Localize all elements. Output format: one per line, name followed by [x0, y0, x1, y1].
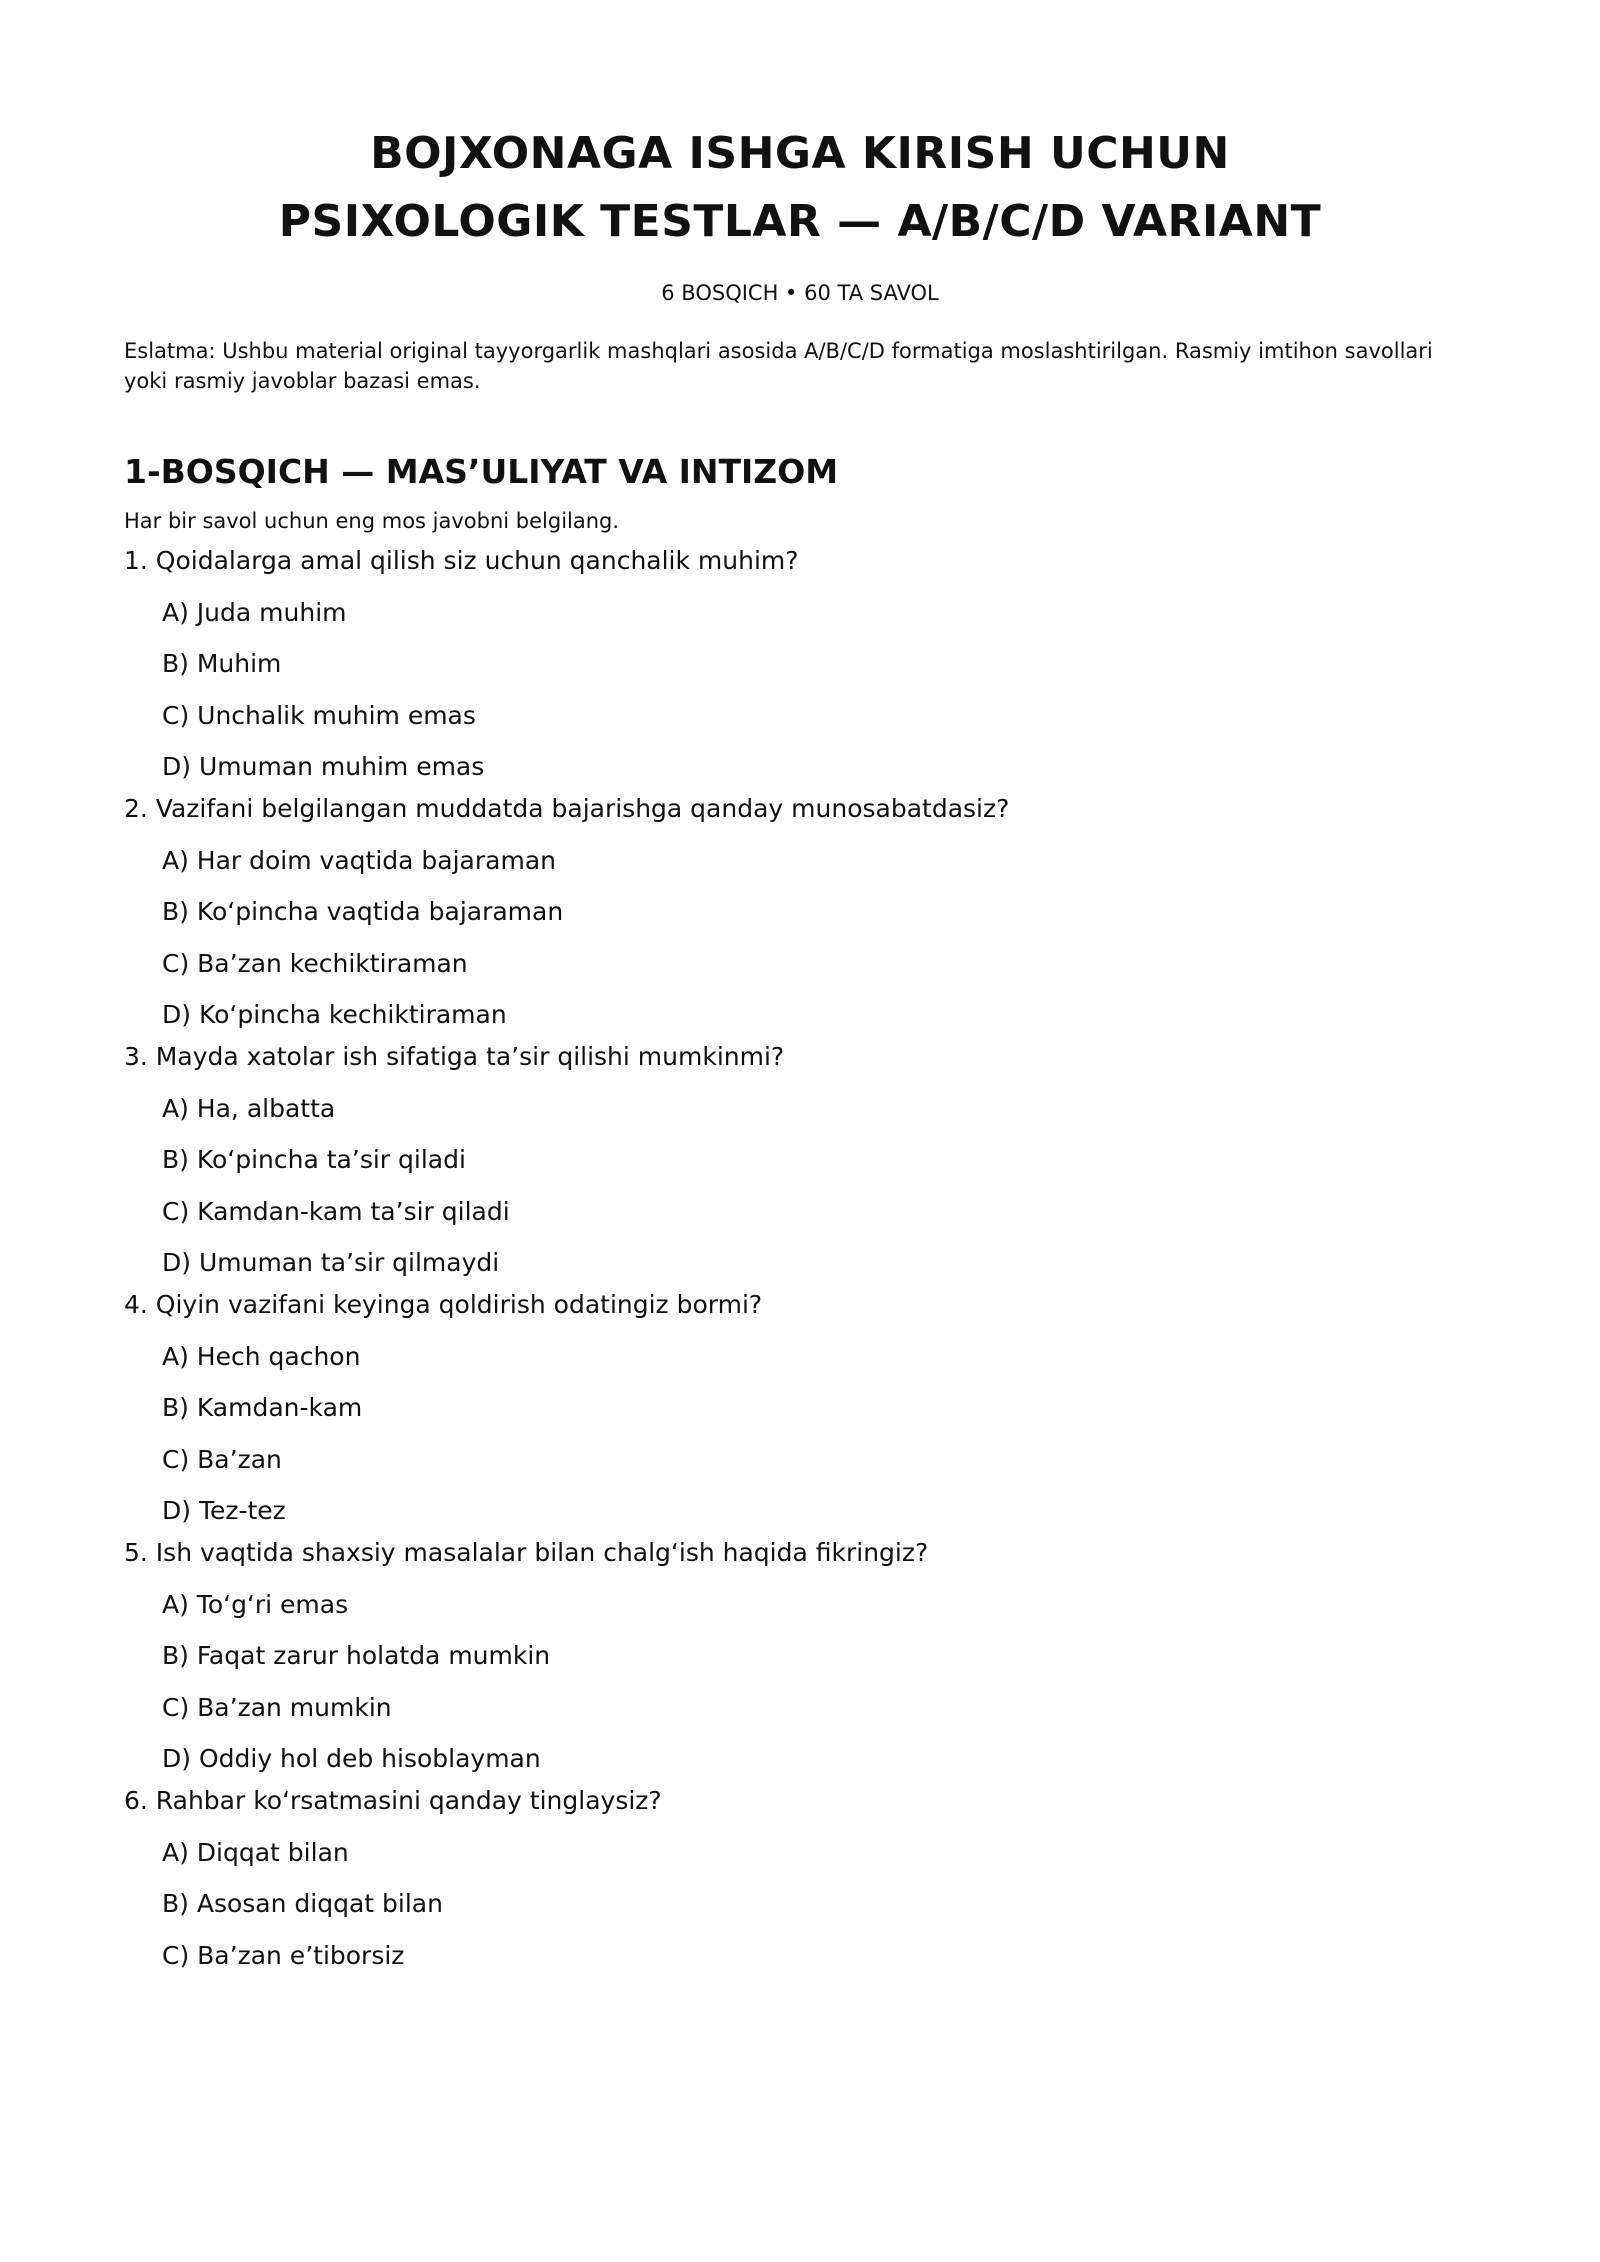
- answer-option: B) Faqat zarur holatda mumkin: [162, 1641, 551, 1670]
- question-text: 6. Rahbar ko‘rsatmasini qanday tinglaysiz?: [124, 1786, 662, 1815]
- answer-option: A) To‘g‘ri emas: [162, 1589, 349, 1619]
- answer-option: A) Juda muhim: [162, 597, 347, 627]
- answer-option: C) Ba’zan kechiktiraman: [162, 948, 468, 978]
- question-item: [124, 1537, 1476, 1775]
- answer-option: D) Tez-tez: [162, 1496, 286, 1525]
- question-item: [124, 1041, 1476, 1279]
- answer-option: B) Ko‘pincha vaqtida bajaraman: [162, 897, 564, 926]
- answer-option: A) Har doim vaqtida bajaraman: [162, 845, 556, 875]
- answer-option: C) Ba’zan: [162, 1444, 282, 1474]
- document-title-line-2: PSIXOLOGIK TESTLAR — A/B/C/D VARIANT: [278, 196, 1322, 247]
- answer-option: C) Ba’zan e’tiborsiz: [162, 1940, 405, 1970]
- question-text: 3. Mayda xatolar ish sifatiga ta’sir qilishi mumkinmi?: [124, 1042, 785, 1071]
- question-list: [124, 545, 1476, 1972]
- answer-option: D) Ko‘pincha kechiktiraman: [162, 1000, 507, 1029]
- question-item: [124, 1785, 1476, 1972]
- answer-option: C) Unchalik muhim emas: [162, 700, 476, 730]
- answer-option: B) Ko‘pincha ta’sir qiladi: [162, 1145, 466, 1174]
- answer-option: B) Muhim: [162, 649, 282, 678]
- question-text: 5. Ish vaqtida shaxsiy masalalar bilan chalg‘ish haqida fikringiz?: [124, 1538, 929, 1567]
- document-title-line-1: BOJXONAGA ISHGA KIRISH UCHUN: [370, 128, 1230, 179]
- answer-option: C) Ba’zan mumkin: [162, 1692, 392, 1722]
- question-text: 2. Vazifani belgilangan muddatda bajarishga qanday munosabatdasiz?: [124, 794, 1010, 823]
- section-heading: 1-BOSQICH — MAS’ULIYAT VA INTIZOM: [124, 452, 839, 491]
- answer-option: B) Kamdan-kam: [162, 1393, 363, 1422]
- question-item: [124, 793, 1476, 1031]
- answer-option: C) Kamdan-kam ta’sir qiladi: [162, 1196, 510, 1226]
- question-item: [124, 545, 1476, 783]
- question-text: 1. Qoidalarga amal qilish siz uchun qanchalik muhim?: [124, 546, 799, 575]
- document-note: Eslatma: Ushbu material original tayyorgarlik mashqlari asosida A/B/C/D formatiga moslashtirilgan. Rasmiy imtihon savollari yoki rasmiy javoblar bazasi emas.: [124, 339, 1433, 393]
- section-instruction: Har bir savol uchun eng mos javobni belgilang.: [124, 509, 620, 533]
- answer-option: D) Oddiy hol deb hisoblayman: [162, 1744, 541, 1773]
- answer-option: B) Asosan diqqat bilan: [162, 1889, 443, 1918]
- document-subtitle: 6 BOSQICH • 60 TA SAVOL: [661, 281, 939, 305]
- question-item: [124, 1289, 1476, 1527]
- answer-option: A) Ha, albatta: [162, 1093, 336, 1123]
- answer-option: D) Umuman ta’sir qilmaydi: [162, 1248, 500, 1277]
- answer-option: D) Umuman muhim emas: [162, 752, 485, 781]
- answer-option: A) Hech qachon: [162, 1341, 361, 1371]
- question-text: 4. Qiyin vazifani keyinga qoldirish odatingiz bormi?: [124, 1290, 763, 1319]
- answer-option: A) Diqqat bilan: [162, 1837, 349, 1867]
